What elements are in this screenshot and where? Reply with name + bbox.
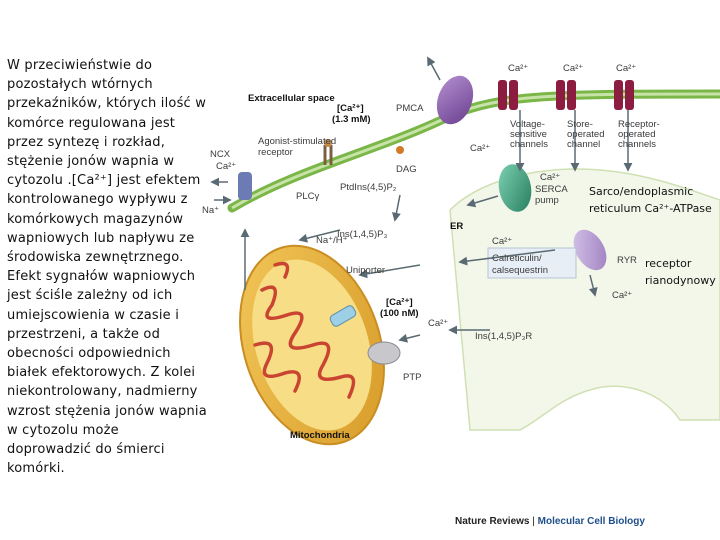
overlay-ryr-2: rianodynowy bbox=[645, 274, 716, 287]
label-voltage-3: channels bbox=[510, 139, 549, 150]
journal-credit bbox=[455, 516, 645, 527]
overlay-serca-1: Sarco/endoplasmic bbox=[589, 185, 694, 198]
label-ryr: RYR bbox=[617, 255, 637, 266]
label-ca-top-2: Ca²⁺ bbox=[563, 63, 584, 74]
label-voltage-1: Voltage- bbox=[510, 119, 545, 130]
label-store-1: Store- bbox=[567, 119, 593, 130]
label-ncx: NCX bbox=[210, 149, 231, 160]
label-ca-top-3: Ca²⁺ bbox=[616, 63, 637, 74]
label-ca-top-1: Ca²⁺ bbox=[508, 63, 529, 74]
label-ca-ryr: Ca²⁺ bbox=[612, 290, 633, 301]
label-dag: DAG bbox=[396, 164, 417, 175]
label-ptdins: PtdIns(4,5)P₂ bbox=[340, 182, 397, 193]
label-serca-2: pump bbox=[535, 195, 559, 206]
label-na-h: Na⁺/H⁺ bbox=[316, 235, 348, 246]
label-mito-conc-2: (100 nM) bbox=[380, 308, 419, 319]
label-na-ncx: Na⁺ bbox=[202, 205, 220, 216]
label-pmca: PMCA bbox=[396, 103, 424, 114]
label-ins-p3: Ins(1,4,5)P₃ bbox=[337, 229, 388, 240]
credit-separator: | bbox=[532, 516, 535, 527]
credit-section: Molecular Cell Biology bbox=[537, 516, 645, 527]
dag-marker bbox=[396, 146, 404, 154]
label-receptor-op-3: channels bbox=[618, 139, 657, 150]
label-receptor-op-2: operated bbox=[618, 129, 656, 140]
label-extracellular-space: Extracellular space bbox=[248, 93, 335, 104]
ptp-channel bbox=[368, 342, 400, 364]
label-mitochondria: Mitochondria bbox=[290, 430, 350, 441]
overlay-ryr-1: receptor bbox=[645, 257, 692, 270]
label-store-3: channel bbox=[567, 139, 601, 150]
label-store-2: operated bbox=[567, 129, 605, 140]
label-calreticulin-2: calsequestrin bbox=[492, 265, 548, 276]
label-agonist-2: receptor bbox=[258, 147, 293, 158]
label-mito-conc-1: [Ca²⁺] bbox=[386, 297, 413, 308]
label-ca-pmca: Ca²⁺ bbox=[470, 143, 491, 154]
label-extracellular-conc-1: [Ca²⁺] bbox=[337, 103, 364, 114]
label-ca-er: Ca²⁺ bbox=[492, 236, 513, 247]
label-ca-mito: Ca²⁺ bbox=[428, 318, 449, 329]
label-extracellular-conc-2: (1.3 mM) bbox=[332, 114, 371, 125]
label-ptp: PTP bbox=[403, 372, 422, 383]
label-uniporter: Uniporter bbox=[346, 265, 386, 276]
label-plc: PLCγ bbox=[296, 191, 320, 202]
label-agonist-1: Agonist-stimulated bbox=[258, 136, 337, 147]
label-ca-ncx: Ca²⁺ bbox=[216, 161, 237, 172]
label-receptor-op-1: Receptor- bbox=[618, 119, 660, 130]
label-er: ER bbox=[450, 221, 464, 232]
label-ins-p3r: Ins(1,4,5)P₃R bbox=[475, 331, 533, 342]
label-serca-1: SERCA bbox=[535, 184, 568, 195]
intro-paragraph: W przeciwieństwie do pozostałych wtórnych przekaźników, których ilość w komórce regulowana jest przez syntezę i rozkład, stężenie jonów wapnia w cytozolu .[Ca²⁺] jest efektem kontrolowanego wypływu z komórkowych magazynów wapniowych lub napływu ze środowiska zewnętrznego. Efekt sygnałów wapniowych jest ściśle zależny od ich umiejscowienia w czasie i przestrzeni, a także od obecności odpowiednich białek efektorowych. Z kolei niekontrolowany, nadmierny wzrost stężenia jonów wapnia w cytozolu może doprowadzić do śmierci komórki. bbox=[7, 58, 207, 477]
label-voltage-2: sensitive bbox=[510, 129, 547, 140]
ncx-exchanger bbox=[238, 172, 252, 200]
overlay-serca-2: reticulum Ca²⁺-ATPase bbox=[589, 202, 712, 215]
label-ca-serca-top: Ca²⁺ bbox=[540, 172, 561, 183]
label-calreticulin-1: Calreticulin/ bbox=[492, 253, 542, 264]
credit-journal: Nature Reviews bbox=[455, 516, 530, 527]
